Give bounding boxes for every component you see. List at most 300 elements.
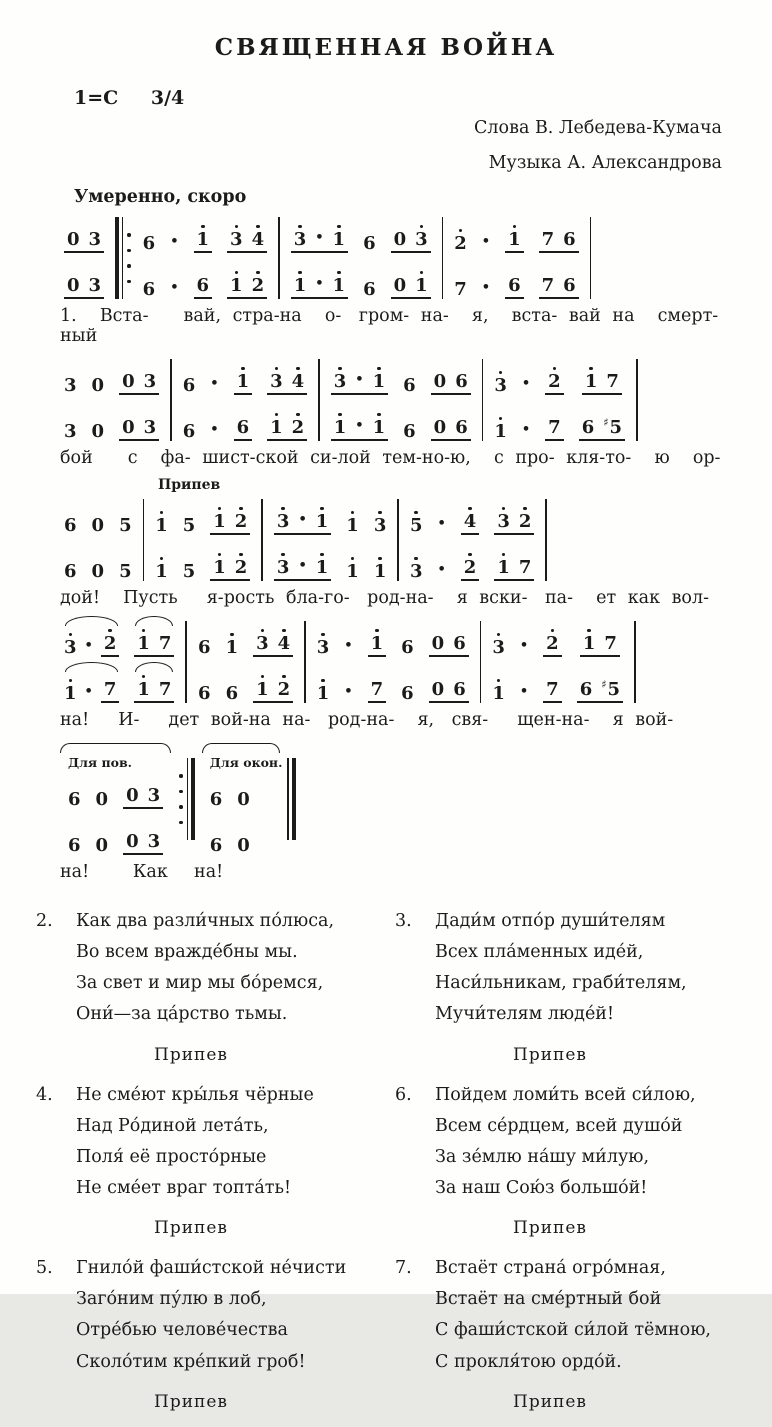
- verse-line: Во всем вражде́бны мы.: [76, 942, 298, 963]
- barline-stroke: [480, 621, 482, 703]
- key-signature: 1=C: [74, 87, 119, 109]
- refrain-label: Припев: [154, 1391, 228, 1412]
- note-column: [429, 624, 469, 703]
- augmentation-dot: •: [298, 558, 307, 573]
- note-column: [226, 624, 239, 703]
- voice-upper-cell: [119, 502, 132, 535]
- note-digit: 6: [581, 417, 595, 438]
- voice-lower-cell: [123, 822, 163, 855]
- note: [230, 268, 243, 295]
- augmentation-dot: •: [521, 376, 531, 391]
- note: [137, 626, 150, 653]
- beam-group: [368, 672, 387, 703]
- voice-lower-cell: [494, 408, 507, 441]
- beam-group: [543, 626, 562, 657]
- repeat-dot: [179, 805, 183, 809]
- note: [235, 504, 248, 531]
- note: [410, 554, 423, 581]
- verse: [395, 1080, 736, 1205]
- note-column: [331, 362, 388, 441]
- repeat-dot: [127, 280, 131, 284]
- note-digit: 1: [584, 371, 598, 392]
- note: [92, 368, 105, 395]
- verse-line: Пойдем ломи́ть всей си́лою,: [435, 1084, 696, 1105]
- barline-stroke: [278, 217, 280, 299]
- voice-upper-cell: [143, 220, 156, 253]
- voice-lower-cell: [227, 266, 267, 299]
- note-column: [494, 502, 534, 581]
- note-column: [119, 362, 159, 441]
- measure: [177, 362, 313, 441]
- verse-line: За наш Сою́з большо́й!: [435, 1177, 648, 1198]
- voice-upper-cell: [545, 362, 564, 395]
- measure: [486, 624, 629, 703]
- measure: [149, 502, 256, 581]
- note-column: [134, 624, 174, 703]
- note-digit: 1: [213, 511, 226, 532]
- note: [316, 504, 329, 531]
- measure: [285, 220, 437, 299]
- verse-line: Они́—за ца́рство тьмы.: [76, 1004, 288, 1025]
- note-digit: 6: [453, 679, 466, 700]
- note-column: [253, 624, 293, 703]
- note: [434, 364, 447, 391]
- augmentation-dot: •: [519, 684, 529, 699]
- note: [294, 222, 307, 249]
- note: [316, 550, 329, 577]
- note-digit: 0: [237, 789, 250, 810]
- voice-lower-cell: [92, 548, 105, 581]
- note-digit: 3: [147, 785, 161, 806]
- note-column: [492, 624, 505, 703]
- note: [455, 364, 468, 391]
- augmentation-dot: •: [84, 638, 93, 653]
- note-column: [68, 776, 81, 855]
- verse-line: Наси́льникам, граби́телям,: [435, 973, 687, 994]
- note-digit: 0: [431, 633, 445, 654]
- measure: [325, 362, 477, 441]
- note-digit: 5: [119, 561, 132, 582]
- voice-lower-cell: [183, 408, 196, 441]
- note-digit: 6: [209, 835, 223, 856]
- verse-line: Отре́бью челове́чества: [76, 1320, 288, 1341]
- augmentation-dot: •: [210, 422, 219, 437]
- verse-line: Встаёт на сме́ртный бой: [435, 1289, 662, 1310]
- voice-upper-cell: [437, 502, 445, 535]
- note-column: [64, 502, 77, 581]
- voice-lower-cell: [410, 548, 423, 581]
- note-digit: 6: [563, 275, 576, 296]
- note-digit: 1: [293, 275, 307, 296]
- note-digit: 3: [494, 375, 507, 396]
- verse-lines: [76, 1080, 314, 1205]
- refrain-label: Припев: [513, 1044, 587, 1065]
- note-column: [96, 776, 109, 855]
- note-digit: 6: [209, 789, 223, 810]
- note-digit: 3: [256, 633, 269, 654]
- note-digit: 6: [182, 421, 196, 442]
- voice-lower-cell: [194, 266, 213, 299]
- voice-upper-cell: [391, 220, 431, 253]
- voice-lower-cell: [403, 408, 416, 441]
- note-digit: 3: [143, 417, 157, 438]
- voice-upper-cell: [134, 624, 174, 657]
- augmentation-dot: •: [84, 684, 93, 699]
- note-digit: 3: [230, 229, 243, 250]
- note-column: [274, 502, 331, 581]
- voice-lower-cell: [64, 408, 77, 441]
- barline-single: [545, 499, 547, 581]
- note: [64, 554, 77, 581]
- note: [580, 672, 593, 699]
- barline-single: [397, 499, 399, 581]
- note-digit: 0: [91, 561, 105, 582]
- voice-lower-cell: [344, 670, 352, 703]
- note-column: [237, 776, 250, 855]
- repeat-dot: [179, 821, 183, 825]
- measure: [58, 624, 180, 703]
- voice-upper-cell: [227, 220, 267, 253]
- note: [148, 824, 161, 851]
- note: [453, 672, 466, 699]
- note-digit: 3: [276, 557, 290, 578]
- system-staff-row: [58, 217, 736, 299]
- note-digit: 1: [346, 515, 359, 536]
- note: [492, 676, 505, 703]
- volta-notes: [200, 776, 283, 855]
- note-digit: 1: [64, 683, 77, 704]
- note: [159, 626, 172, 653]
- voice-upper-cell: [237, 776, 250, 809]
- refrain-label: Припев: [513, 1391, 587, 1412]
- voice-lower-cell: [92, 408, 105, 441]
- note-digit: 0: [431, 679, 445, 700]
- note-digit: 6: [363, 279, 376, 300]
- note-digit: 6: [68, 835, 81, 856]
- note-digit: 3: [64, 637, 77, 658]
- verse-line: Над Ро́диной лета́ть,: [76, 1115, 269, 1136]
- note: [92, 414, 105, 441]
- voice-upper-cell: [317, 624, 330, 657]
- voice-upper-cell: [68, 776, 81, 809]
- voice-upper-cell: [92, 502, 105, 535]
- note: [68, 828, 81, 855]
- note: [252, 222, 265, 249]
- note-digit: 1: [196, 229, 210, 250]
- voice-upper-cell: [543, 624, 562, 657]
- beam-group: [505, 222, 524, 253]
- note-digit: 2: [463, 557, 477, 578]
- measure: [58, 220, 110, 299]
- note: [68, 782, 81, 809]
- note-digit: 0: [95, 835, 109, 856]
- beam-group: [64, 222, 104, 253]
- augmentation-dot: •: [519, 638, 529, 653]
- note-column: [431, 362, 471, 441]
- note-digit: 0: [393, 275, 407, 296]
- verse: [395, 1253, 736, 1378]
- verse: [395, 906, 736, 1031]
- note: [230, 222, 243, 249]
- barline-stroke: [304, 621, 306, 703]
- note-column: [234, 362, 253, 441]
- note-digit: 1: [372, 417, 386, 438]
- verse-lines: [76, 906, 334, 1031]
- note-column: [543, 624, 562, 703]
- note-column: [194, 220, 213, 299]
- note-column: [363, 220, 376, 299]
- note-digit: 4: [277, 633, 291, 654]
- note-digit: 7: [103, 679, 117, 700]
- note: [454, 272, 467, 299]
- voice-upper-cell: [461, 502, 480, 535]
- beam-group: [545, 364, 564, 395]
- voice-upper-cell: [96, 776, 109, 809]
- note: [237, 782, 250, 809]
- voice-lower-cell: [505, 266, 524, 299]
- note-digit: 6: [64, 515, 77, 536]
- measure: [488, 362, 631, 441]
- note-digit: 2: [234, 557, 248, 578]
- voice-lower-cell: [346, 548, 359, 581]
- voice-lower-cell: [454, 266, 467, 299]
- note-digit: 7: [158, 679, 172, 700]
- note-digit: 7: [541, 229, 555, 250]
- voice-lower-cell: [368, 670, 387, 703]
- note: [278, 626, 291, 653]
- note: [213, 550, 226, 577]
- note: [144, 364, 157, 391]
- note: [89, 222, 102, 249]
- note-column: [522, 362, 530, 441]
- note: [122, 410, 135, 437]
- note-column: [123, 776, 163, 855]
- note-digit: 2: [291, 417, 305, 438]
- note: [333, 222, 346, 249]
- note: [137, 672, 150, 699]
- note-digit: 1: [332, 229, 346, 250]
- note: [277, 504, 290, 531]
- barline-final: [287, 758, 295, 840]
- note: [294, 268, 307, 295]
- barline-single: [304, 621, 306, 703]
- note-digit: 5: [409, 515, 423, 536]
- note-column: [291, 220, 348, 299]
- note-digit: 0: [91, 515, 105, 536]
- refrain-label: Припев: [154, 1044, 228, 1065]
- note-digit: 3: [415, 229, 428, 250]
- note-column: [92, 362, 105, 441]
- beam-group: [543, 672, 562, 703]
- note-digit: 0: [122, 371, 135, 392]
- note-column: [267, 362, 307, 441]
- verse-line: За свет и мир мы бо́ремся,: [76, 973, 324, 994]
- repeat-dot: [127, 233, 131, 237]
- voice-upper-cell: [368, 624, 387, 657]
- beam-group: [331, 410, 388, 441]
- beam-group: [134, 672, 174, 703]
- note-digit: 0: [433, 417, 447, 438]
- barline-single: [318, 359, 320, 441]
- note: [410, 508, 423, 535]
- voice-lower-cell: [119, 548, 132, 581]
- voice-lower-cell: [401, 670, 414, 703]
- note: [548, 410, 561, 437]
- beam-group: [461, 550, 480, 581]
- note: [601, 670, 620, 699]
- note-digit: 6: [68, 789, 81, 810]
- note: [183, 368, 196, 395]
- note-digit: 3: [64, 421, 77, 442]
- beam-group: [545, 410, 564, 441]
- barline-single: [590, 217, 592, 299]
- barline-stroke: [191, 758, 195, 840]
- note: [64, 630, 77, 657]
- note: [292, 410, 305, 437]
- barline-stroke: [634, 621, 636, 703]
- barline-single: [480, 621, 482, 703]
- beam-group: [291, 222, 348, 253]
- verse-line: Сколо́тим кре́пкий гроб!: [76, 1351, 306, 1372]
- voice-upper-cell: [64, 502, 77, 535]
- note: [563, 268, 576, 295]
- note: [104, 626, 117, 653]
- note-digit: 3: [143, 371, 157, 392]
- note: [270, 364, 283, 391]
- note: [92, 554, 105, 581]
- note: [198, 630, 211, 657]
- verse-line: За зе́млю на́шу ми́лую,: [435, 1146, 650, 1167]
- note-digit: 6: [198, 637, 211, 658]
- lyrics-line: на! Как на!: [60, 862, 224, 882]
- note-column: [401, 624, 414, 703]
- repeat-dot: [127, 249, 131, 253]
- beam-group: [391, 268, 431, 299]
- beam-group: [101, 672, 120, 703]
- barline-stroke: [187, 758, 189, 840]
- note-digit: 6: [182, 375, 196, 396]
- note: [213, 504, 226, 531]
- voice-lower-cell: [522, 408, 530, 441]
- note-digit: 1: [137, 633, 150, 654]
- beam-group: [210, 550, 250, 581]
- note-digit: 1: [494, 421, 507, 442]
- note-digit: 6: [579, 679, 593, 700]
- barline-stroke: [170, 359, 172, 441]
- voice-upper-cell: [582, 362, 622, 395]
- beam-group: [429, 672, 469, 703]
- beam-group: [194, 222, 213, 253]
- note: [371, 626, 384, 653]
- verse-line: Дади́м отпо́р души́телям: [435, 911, 666, 931]
- note: [546, 626, 559, 653]
- voice-upper-cell: [170, 220, 178, 253]
- verse-lines: [435, 906, 687, 1031]
- note-column: [403, 362, 416, 441]
- note-digit: 6: [142, 233, 156, 254]
- beam-group: [431, 364, 471, 395]
- voice-upper-cell: [64, 624, 119, 657]
- barline-stroke: [545, 499, 547, 581]
- music-system: [58, 743, 736, 882]
- barline-single: [442, 217, 444, 299]
- note-column: [92, 502, 105, 581]
- note-digit: 1: [230, 275, 243, 296]
- voice-upper-cell: [431, 362, 471, 395]
- note-digit: 6: [225, 683, 239, 704]
- note-digit: 1: [346, 561, 359, 582]
- note: [455, 410, 468, 437]
- beam-group: [577, 670, 623, 703]
- note: [603, 408, 622, 437]
- beam-group: [494, 504, 534, 535]
- voice-upper-cell: [210, 502, 250, 535]
- voice-upper-cell: [253, 624, 293, 657]
- voice-lower-cell: [494, 548, 534, 581]
- note: [582, 410, 595, 437]
- beam-group: [119, 410, 159, 441]
- note: [159, 672, 172, 699]
- note-digit: 1: [497, 557, 510, 578]
- verse-line: Не сме́ет враг топта́ть!: [76, 1177, 292, 1198]
- measure: [58, 362, 165, 441]
- note: [237, 828, 250, 855]
- beam-group: [210, 504, 250, 535]
- note-column: [155, 502, 168, 581]
- voice-lower-cell: [253, 670, 293, 703]
- note: [394, 222, 407, 249]
- verses-left-column: [36, 906, 377, 1427]
- voice-lower-cell: [579, 408, 625, 441]
- voice-upper-cell: [267, 362, 307, 395]
- voice-upper-cell: [155, 502, 168, 535]
- note: [519, 550, 532, 577]
- note-digit: 0: [95, 789, 109, 810]
- note-digit: 0: [67, 275, 80, 296]
- note-digit: 6: [508, 275, 521, 296]
- note: [542, 222, 555, 249]
- voice-upper-cell: [539, 220, 579, 253]
- beam-group: [368, 626, 387, 657]
- note-digit: 2: [234, 511, 248, 532]
- beam-group: [431, 410, 471, 441]
- note: [89, 268, 102, 295]
- barline-stroke: [115, 217, 119, 299]
- augmentation-dot: •: [437, 516, 446, 531]
- note: [519, 504, 532, 531]
- voice-lower-cell: [267, 408, 307, 441]
- note: [278, 672, 291, 699]
- note-digit: 1: [270, 417, 283, 438]
- note: [546, 672, 559, 699]
- note: [277, 550, 290, 577]
- augmentation-dot: •: [355, 372, 364, 387]
- note: [585, 364, 598, 391]
- slur-arc: [134, 662, 174, 703]
- voice-lower-cell: [234, 408, 253, 441]
- note-digit: 1: [256, 679, 269, 700]
- voice-upper-cell: [410, 502, 423, 535]
- note: [494, 414, 507, 441]
- repeat-dots: [178, 758, 184, 840]
- note: [401, 630, 414, 657]
- verses-section: [36, 906, 736, 1427]
- note-column: [505, 220, 524, 299]
- note-column: [374, 502, 387, 581]
- note: [67, 268, 80, 295]
- voice-lower-cell: [545, 408, 564, 441]
- note: [453, 626, 466, 653]
